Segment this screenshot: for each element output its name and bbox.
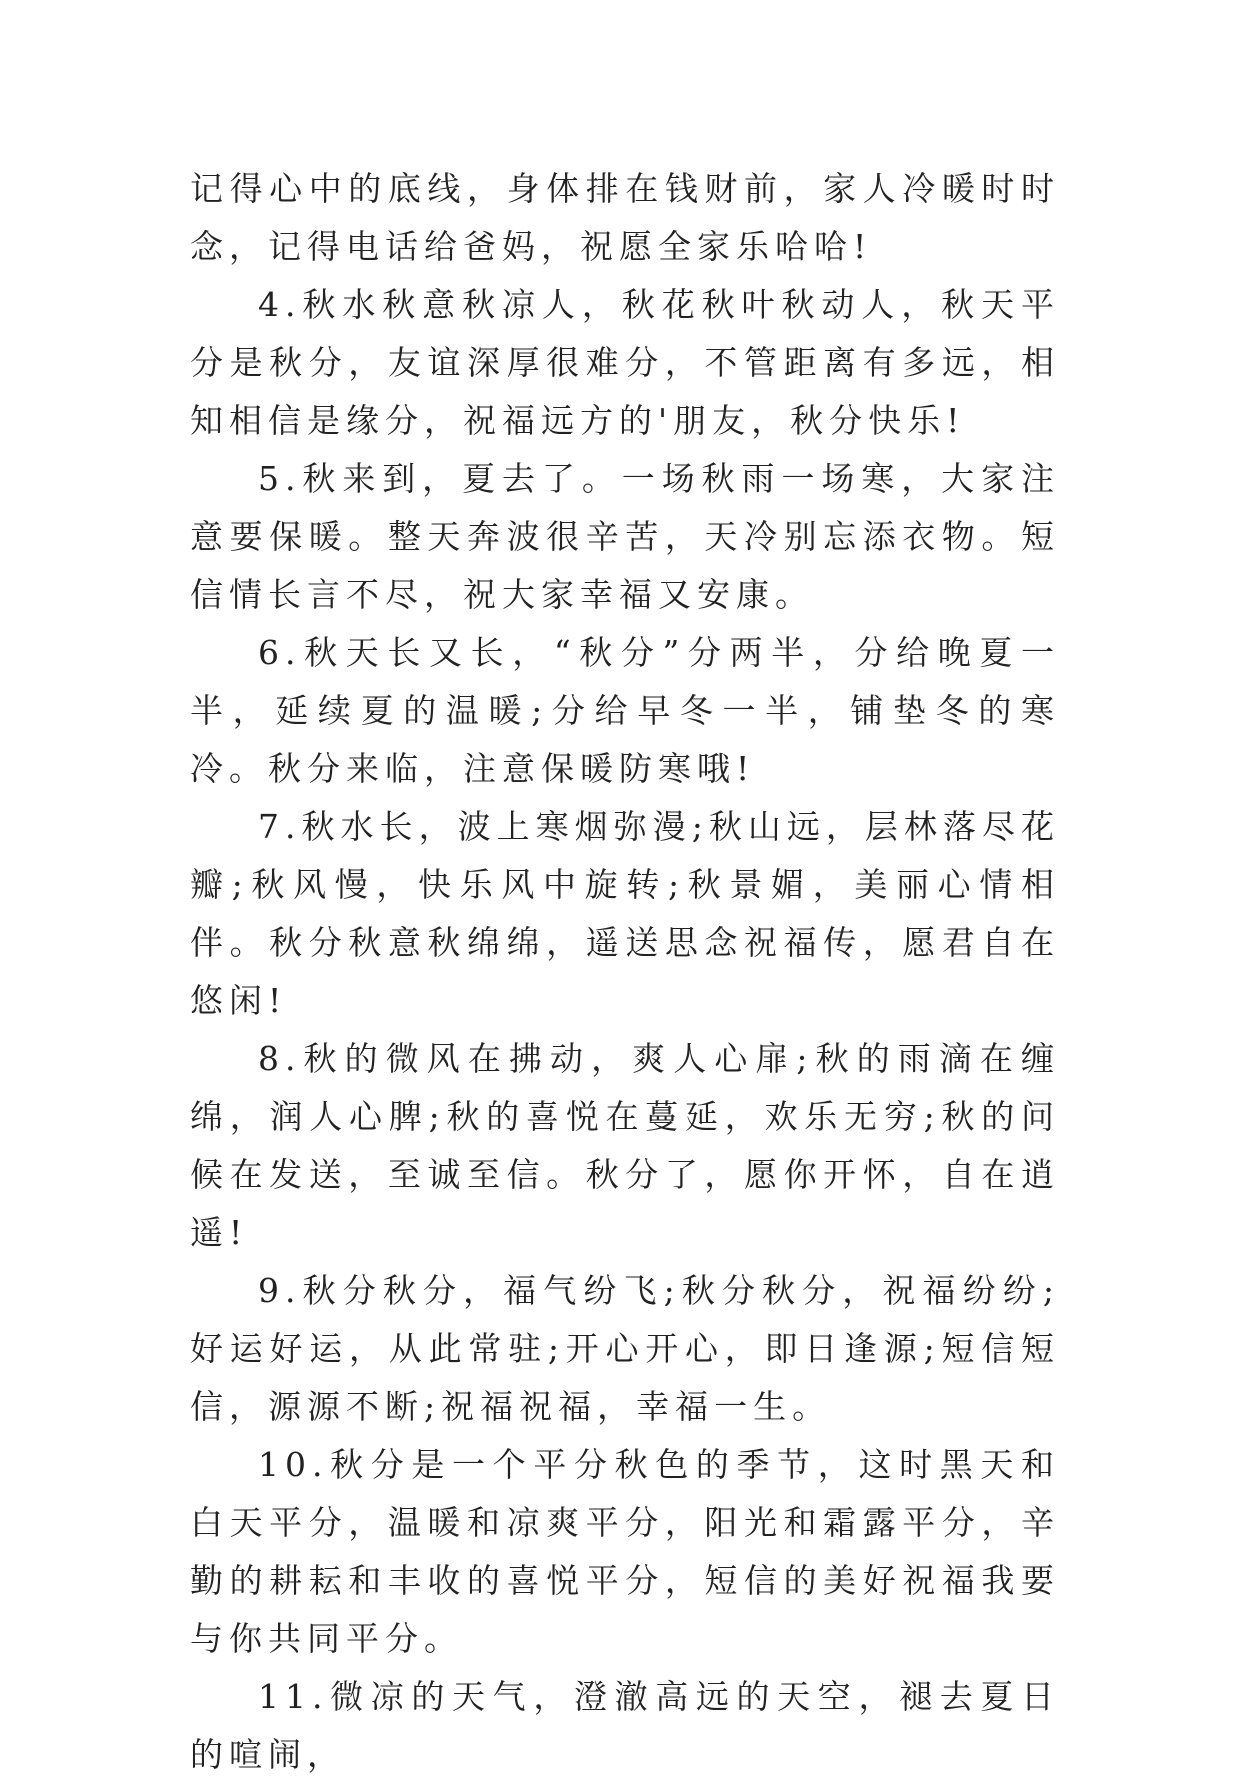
paragraph-6: 6.秋天长又长，“秋分”分两半，分给晚夏一半，延续夏的温暖;分给早冬一半，铺垫冬的寒冷。秋分来临，注意保暖防寒哦!	[190, 633, 1060, 788]
paragraph-9: 9.秋分秋分，福气纷飞;秋分秋分，祝福纷纷;好运好运，从此常驻;开心开心，即日逢源;短信短信，源源不断;祝福祝福，幸福一生。	[190, 1271, 1060, 1426]
document-body	[190, 160, 1060, 1784]
paragraph-7: 7.秋水长，波上寒烟弥漫;秋山远，层林落尽花瓣;秋风慢，快乐风中旋转;秋景媚，美丽心情相伴。秋分秋意秋绵绵，遥送思念祝福传，愿君自在悠闲!	[190, 807, 1060, 1020]
paragraph-4: 4.秋水秋意秋凉人，秋花秋叶秋动人，秋天平分是秋分，友谊深厚很难分，不管距离有多远，相知相信是缘分，祝福远方的'朋友，秋分快乐!	[190, 285, 1060, 440]
paragraph-11: 11.微凉的天气，澄澈高远的天空，褪去夏日的喧闹，	[190, 1677, 1060, 1774]
paragraph-8: 8.秋的微风在拂动，爽人心扉;秋的雨滴在缠绵，润人心脾;秋的喜悦在蔓延，欢乐无穷;秋的问候在发送，至诚至信。秋分了，愿你开怀，自在逍遥!	[190, 1039, 1060, 1252]
paragraph-1: 记得心中的底线，身体排在钱财前，家人冷暖时时念，记得电话给爸妈，祝愿全家乐哈哈!	[190, 169, 1060, 266]
paragraph-5: 5.秋来到，夏去了。一场秋雨一场寒，大家注意要保暖。整天奔波很辛苦，天冷别忘添衣物。短信情长言不尽，祝大家幸福又安康。	[190, 459, 1060, 614]
paragraph-10: 10.秋分是一个平分秋色的季节，这时黑天和白天平分，温暖和凉爽平分，阳光和霜露平分，辛勤的耕耘和丰收的喜悦平分，短信的美好祝福我要与你共同平分。	[190, 1445, 1060, 1658]
